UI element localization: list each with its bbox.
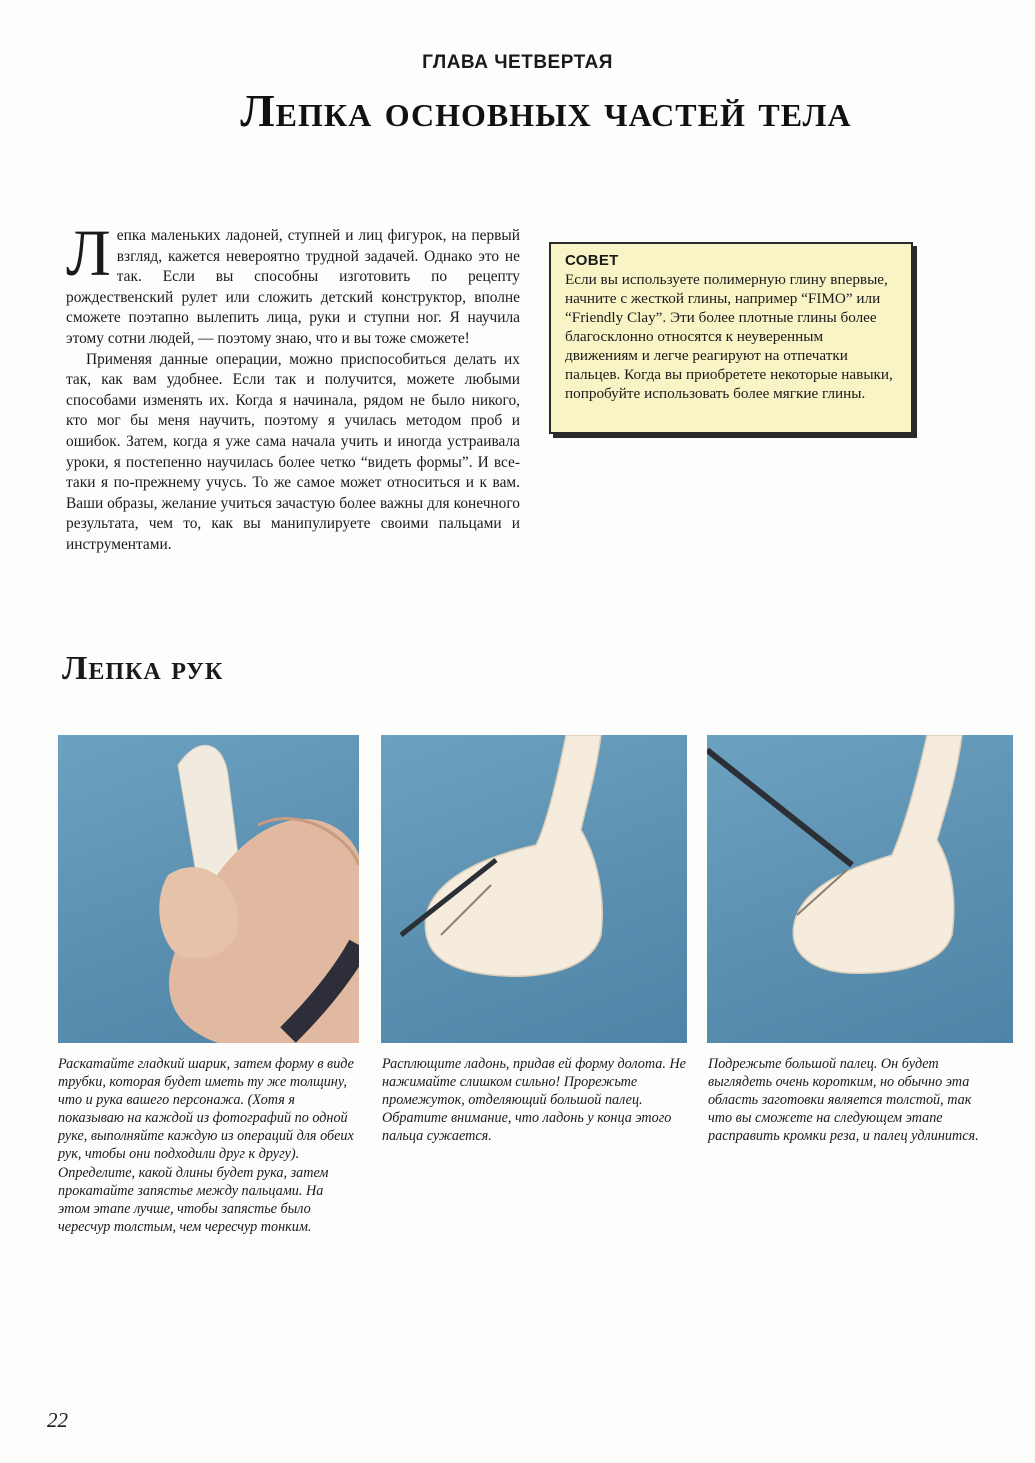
step-caption-3: Подрежьте большой палец. Он будет выглядеть очень коротким, но обычно эта область заготовки является толстой, так что вы сможете на следующем этапе расправить кромки реза, и палец удлинится.	[708, 1056, 979, 1145]
chapter-kicker: ГЛАВА ЧЕТВЕРТАЯ	[422, 52, 613, 73]
tip-title: СОВЕТ	[565, 252, 619, 269]
step-caption-2: Расплющите ладонь, придав ей форму долота. Не нажимайте слишком сильно! Прорежьте промежуток, отделяющий большой палец. Обратите внимание, что ладонь у конца этого пальца сужается.	[382, 1056, 686, 1145]
step-photo-flatten-palm	[381, 735, 687, 1043]
step-photo-cut-thumb	[707, 735, 1013, 1043]
tip-text: Если вы используете полимерную глину впервые, начните с жесткой глины, например “FIMO” или “Friendly Clay”. Эти более плотные глины более благосклонно относятся к неуверенным движениям и легче реагируют на отпечатки пальцев. Когда вы приобретете некоторые навыки, попробуйте использовать более мягкие глины.	[565, 271, 893, 402]
drop-cap: Л	[66, 217, 111, 290]
step-caption-1: Раскатайте гладкий шарик, затем форму в виде трубки, которая будет иметь ту же толщину, что и рука вашего персонажа. (Хотя я показываю на каждой из фотографий по одной руке, выполняйте каждую из операций для обеих рук, чтобы они подходили друг к другу). Определите, какой длины будет рука, затем прокатайте запястье между пальцами. На этом этапе лучше, чтобы запястье было чересчур толстым, чем чересчур тонким.	[58, 1056, 354, 1235]
page-number: 22	[47, 1408, 68, 1432]
intro-paragraph-2: Применяя данные операции, можно приспособиться делать их так, как вам удобнее. Если так и получится, можете любыми способами изменять их. Когда я начинала, рядом не было никого, кто мог бы меня научить, поэтому я училась методом проб и ошибок. Затем, когда я уже сама начала учить и иногда устраивала уроки, я постепенно научилась более четко “видеть формы”. И все-таки я по-прежнему учусь. То же самое может относиться и к вам. Ваши образы, желание учиться зачастую более важны для конечного результата, чем то, как вы манипулируете своими пальцами и инструментами.	[66, 350, 520, 553]
step-photo-rolling-tube	[58, 735, 359, 1043]
intro-paragraph-1	[66, 217, 520, 350]
section-title: Лепка рук	[62, 650, 224, 687]
cut-thumb-illustration	[707, 735, 1013, 1043]
intro-paragraph-1-text: епка маленьких ладоней, ступней и лиц фигурок, на первый взгляд, кажется невероятно трудной задачей. Однако это не так. Если вы способны изготовить по рецепту рождественский рулет или сложить детский конструктор, вполне сможете поэтапно вылепить лица, руки и ступни ног. Я научила этому сотни людей, — поэтому знаю, что и вы тоже сможете!	[66, 227, 520, 347]
chapter-title: Лепка основных частей тела	[240, 85, 852, 136]
intro-text	[66, 217, 520, 556]
rolling-tube-illustration	[58, 735, 359, 1043]
flatten-palm-illustration	[381, 735, 687, 1043]
tip-box	[549, 242, 913, 434]
